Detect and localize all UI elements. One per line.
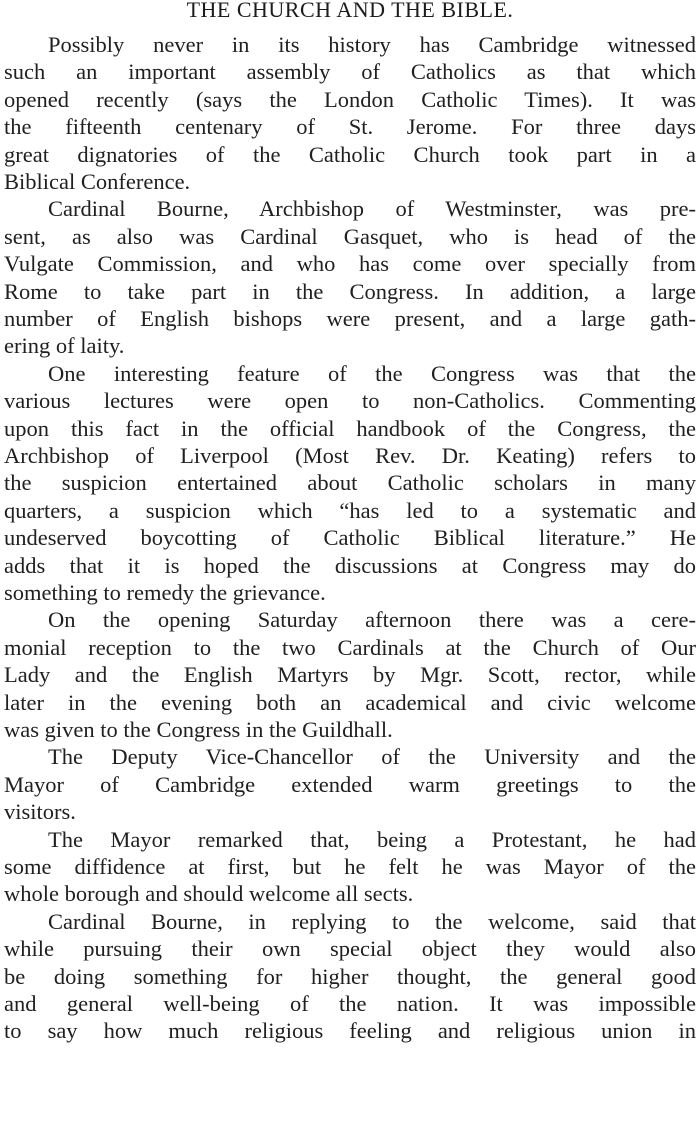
article-line: something to remedy the grievance. — [4, 580, 326, 605]
article-line: Cardinal Bourne, in replying to the welcome, said that — [48, 908, 696, 934]
article-line: Cardinal Bourne, Archbishop of Westminster, was pre- — [48, 196, 696, 222]
article-title: THE CHURCH AND THE BIBLE. — [186, 0, 514, 22]
article-line: later in the evening both an academical and civic welcome — [4, 689, 696, 715]
article-line: Possibly never in its history has Cambridge witnessed — [48, 32, 696, 57]
article-line: On the opening Saturday afternoon there was a cere- — [48, 607, 696, 633]
article-line: was given to the Congress in the Guildhall. — [4, 717, 393, 742]
article-line: The Deputy Vice-Chancellor of the University and the — [48, 744, 696, 770]
article-line: The Mayor remarked that, being a Protestant, he had — [48, 826, 696, 852]
article-line: Biblical Conference. — [4, 169, 191, 194]
article-line: quarters, a suspicion which “has led to a systematic and — [4, 497, 696, 523]
article-line: monial reception to the two Cardinals at the Church of Our — [4, 634, 696, 660]
article-line: great dignatories of the Catholic Church took part in a — [4, 141, 696, 167]
article-line: while pursuing their own special object they would also — [4, 936, 696, 962]
article-line: such an important assembly of Catholics as that which — [4, 59, 696, 85]
article-line: whole borough and should welcome all sects. — [4, 881, 414, 907]
article-line: Mayor of Cambridge extended warm greetings to the — [4, 771, 696, 797]
article-line: Archbishop of Liverpool (Most Rev. Dr. Keating) refers to — [4, 443, 696, 468]
article-line: Vulgate Commission, and who has come over specially from — [4, 251, 696, 277]
article-line: Rome to take part in the Congress. In addition, a large — [4, 278, 696, 304]
article-line: ering of laity. — [4, 333, 125, 359]
article-line: One interesting feature of the Congress was that the — [48, 360, 696, 386]
article-line: various lectures were open to non-Catholics. Commenting — [4, 388, 696, 414]
article-line: to say how much religious feeling and religious union in — [4, 1018, 696, 1044]
article-line: undeserved boycotting of Catholic Biblical literature.” He — [4, 525, 696, 551]
article-line: visitors. — [4, 799, 76, 825]
article-line: sent, as also was Cardinal Gasquet, who is head of the — [4, 223, 696, 249]
article-line: be doing something for higher thought, the general good — [4, 963, 696, 989]
article-line: some diffidence at first, but he felt he was Mayor of the — [4, 854, 696, 879]
article-line: the fifteenth centenary of St. Jerome. For three days — [4, 114, 696, 140]
article-line: and general well-being of the nation. It was impossible — [4, 991, 696, 1016]
article-line: upon this fact in the official handbook of the Congress, the — [4, 415, 696, 441]
article-line: Lady and the English Martyrs by Mgr. Scott, rector, while — [4, 662, 696, 688]
article-line: adds that it is hoped the discussions at Congress may do — [4, 552, 696, 578]
article-line: opened recently (says the London Catholic Times). It was — [4, 86, 696, 112]
article-line: number of English bishops were present, and a large gath- — [4, 306, 696, 331]
article-line: the suspicion entertained about Catholic scholars in many — [4, 470, 696, 496]
